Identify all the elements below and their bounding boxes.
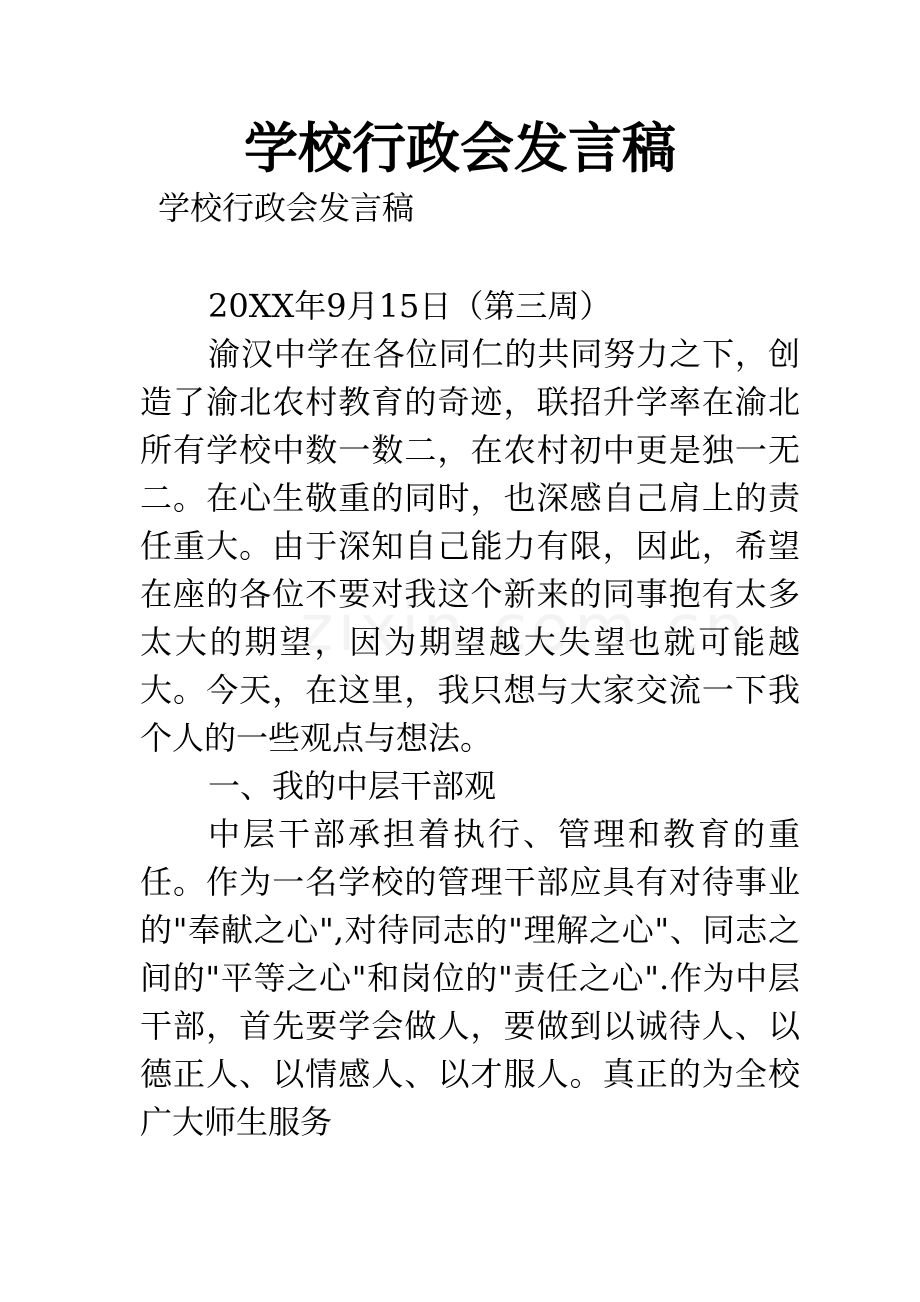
date-line: 20XX年9月15日（第三周）: [208, 287, 612, 325]
document-subtitle: 学校行政会发言稿: [158, 189, 415, 227]
paragraph-section-one: 中层干部承担着执行、管理和教育的重任。作为一名学校的管理干部应具有对待事业的"奉献之心",对待同志的"理解之心"、同志之间的"平等之心"和岗位的"责任之心".作为中层干部，首先要学会做人，要做到以诚待人、以德正人、以情感人、以才服人。真正的为全校广大师生服务: [140, 815, 800, 1141]
document-title: 学校行政会发言稿: [244, 116, 676, 180]
watermark: [300, 592, 749, 666]
document-body: [140, 282, 800, 1146]
paragraph-intro: 渝汉中学在各位同仁的共同努力之下，创造了渝北农村教育的奇迹，联招升学率在渝北所有学校中数一数二，在农村初中更是独一无二。在心生敬重的同时，也深感自己肩上的责任重大。由于深知自己能力有限，因此，希望在座的各位不要对我这个新来的同事抱有太多太大的期望，因为期望越大失望也就可能越大。今天，在这里，我只想与大家交流一下我个人的一些观点与想法。: [140, 335, 800, 757]
section-heading: 一、我的中层干部观: [208, 767, 497, 805]
